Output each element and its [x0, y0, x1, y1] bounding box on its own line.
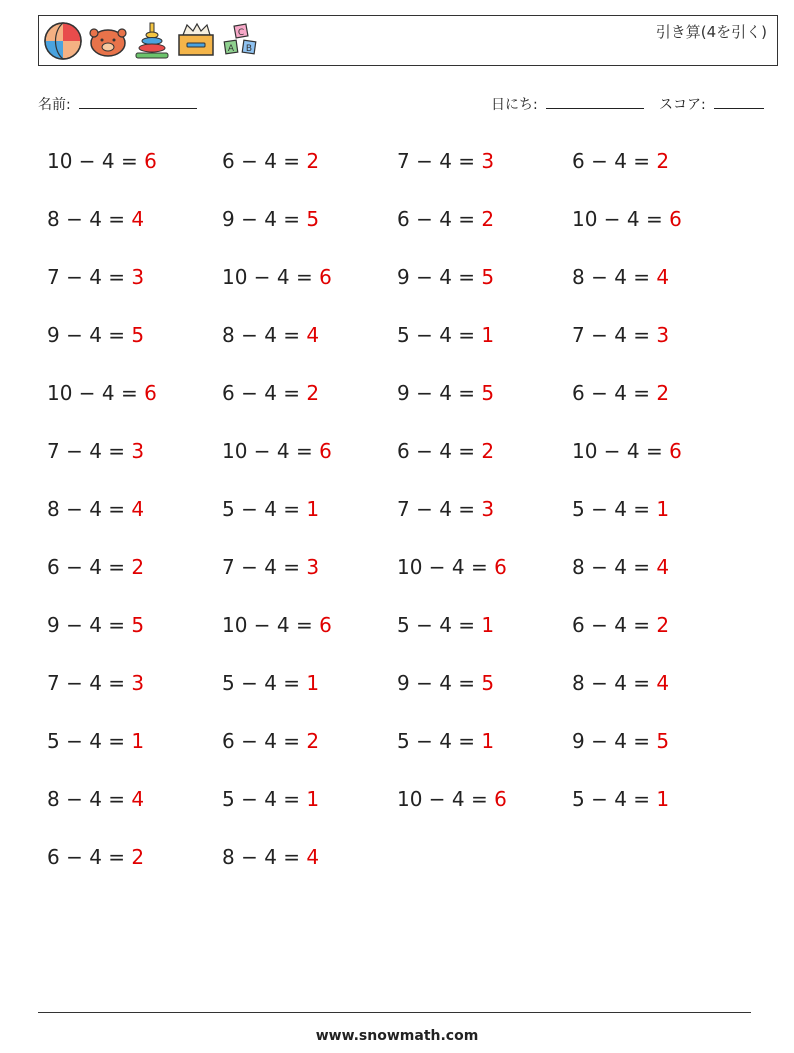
problem-item — [47, 141, 157, 181]
problem-question: 5 − 4 = — [222, 497, 307, 521]
problem-answer: 3 — [656, 323, 670, 347]
footer-url: www.snowmath.com — [315, 1028, 479, 1044]
problem-question: 5 − 4 = — [572, 497, 657, 521]
problem-question: 9 − 4 = — [47, 613, 132, 637]
problem-question: 10 − 4 = — [222, 439, 320, 463]
problem-question: 7 − 4 = — [47, 671, 132, 695]
problem-item — [47, 489, 144, 529]
problem-item — [222, 779, 319, 819]
problem-question: 9 − 4 = — [397, 381, 482, 405]
problem-item — [397, 199, 494, 239]
problem-question: 8 − 4 = — [572, 671, 657, 695]
problem-answer: 5 — [481, 265, 495, 289]
problem-item — [572, 547, 669, 587]
problem-item — [222, 257, 332, 297]
header-icons — [43, 20, 261, 62]
problem-answer: 6 — [319, 265, 332, 289]
problem-item — [397, 721, 494, 761]
problem-item — [572, 721, 669, 761]
problem-question: 7 − 4 = — [47, 265, 132, 289]
problem-item — [47, 431, 144, 471]
problem-item — [47, 605, 144, 645]
problem-item — [572, 779, 669, 819]
problem-item — [222, 721, 319, 761]
problem-question: 8 − 4 = — [222, 323, 307, 347]
problem-question: 10 − 4 = — [572, 207, 670, 231]
problem-answer: 5 — [481, 381, 495, 405]
problem-item — [222, 605, 332, 645]
problem-item — [47, 257, 144, 297]
problem-item — [397, 431, 494, 471]
problem-item — [397, 257, 494, 297]
svg-text:A: A — [227, 44, 235, 54]
abc-blocks-icon — [221, 21, 261, 61]
problem-question: 10 − 4 = — [47, 381, 145, 405]
problem-answer: 3 — [481, 497, 495, 521]
problem-question: 5 − 4 = — [397, 323, 482, 347]
problem-item — [397, 141, 494, 181]
problem-item — [47, 837, 144, 877]
problem-answer: 1 — [306, 787, 320, 811]
problem-item — [222, 489, 319, 529]
problem-answer: 4 — [306, 845, 320, 869]
problem-answer: 2 — [306, 729, 320, 753]
problem-item — [222, 837, 319, 877]
problem-question: 9 − 4 = — [47, 323, 132, 347]
problem-item — [397, 315, 494, 355]
problem-question: 6 − 4 = — [222, 149, 307, 173]
problem-question: 7 − 4 = — [222, 555, 307, 579]
problem-question: 6 − 4 = — [222, 729, 307, 753]
problem-question: 5 − 4 = — [397, 729, 482, 753]
problem-item — [222, 315, 319, 355]
problem-answer: 1 — [656, 497, 670, 521]
problem-item — [572, 605, 669, 645]
stacking-rings-icon — [133, 21, 171, 61]
problem-question: 6 − 4 = — [47, 845, 132, 869]
problem-answer: 1 — [656, 787, 670, 811]
problem-item — [572, 489, 669, 529]
problem-item — [572, 199, 682, 239]
problem-question: 5 − 4 = — [397, 613, 482, 637]
problem-item — [47, 779, 144, 819]
problem-answer: 4 — [131, 207, 145, 231]
problem-question: 9 − 4 = — [397, 265, 482, 289]
problem-question: 10 − 4 = — [47, 149, 145, 173]
problem-question: 6 − 4 = — [222, 381, 307, 405]
problem-question: 8 − 4 = — [222, 845, 307, 869]
problem-answer: 3 — [131, 671, 145, 695]
problem-item — [397, 605, 494, 645]
problem-answer: 6 — [319, 613, 332, 637]
problem-question: 9 − 4 = — [397, 671, 482, 695]
date-field — [491, 94, 644, 114]
problem-question: 5 − 4 = — [47, 729, 132, 753]
problem-question: 6 − 4 = — [572, 381, 657, 405]
problem-answer: 6 — [669, 207, 682, 231]
problem-question: 6 − 4 = — [572, 149, 657, 173]
problem-item — [572, 431, 682, 471]
problem-answer: 2 — [131, 555, 145, 579]
problem-question: 8 − 4 = — [47, 497, 132, 521]
problem-question: 7 − 4 = — [397, 497, 482, 521]
problem-answer: 1 — [481, 613, 495, 637]
svg-text:B: B — [245, 44, 253, 54]
problem-answer: 1 — [131, 729, 145, 753]
problem-question: 10 − 4 = — [397, 555, 495, 579]
problem-item — [47, 199, 144, 239]
problem-answer: 3 — [306, 555, 320, 579]
score-label: スコア: — [659, 97, 706, 113]
problem-answer: 4 — [656, 555, 670, 579]
problem-question: 8 − 4 = — [47, 207, 132, 231]
problem-item — [397, 663, 494, 703]
name-blank[interactable] — [79, 94, 197, 109]
problem-answer: 6 — [494, 787, 507, 811]
problem-answer: 6 — [494, 555, 507, 579]
problem-item — [397, 373, 494, 413]
name-label: 名前: — [38, 97, 71, 113]
problem-item — [222, 373, 319, 413]
problem-item — [572, 257, 669, 297]
footer-divider — [38, 1012, 751, 1013]
problem-item — [397, 547, 507, 587]
problem-answer: 4 — [131, 497, 145, 521]
problem-answer: 1 — [481, 729, 495, 753]
problem-item — [572, 141, 669, 181]
problem-item — [222, 199, 319, 239]
problem-answer: 5 — [131, 323, 145, 347]
problem-question: 7 − 4 = — [572, 323, 657, 347]
problem-answer: 1 — [306, 497, 320, 521]
score-blank[interactable] — [714, 94, 764, 109]
problem-question: 10 − 4 = — [397, 787, 495, 811]
problem-question: 8 − 4 = — [47, 787, 132, 811]
problem-answer: 6 — [669, 439, 682, 463]
problem-answer: 1 — [306, 671, 320, 695]
problem-question: 5 − 4 = — [222, 671, 307, 695]
problem-item — [222, 663, 319, 703]
problem-answer: 2 — [481, 207, 495, 231]
worksheet-title: 引き算(4を引く) — [655, 23, 767, 41]
svg-text:C: C — [237, 28, 245, 38]
worksheet-header — [38, 15, 778, 66]
problem-item — [572, 315, 669, 355]
problem-question: 5 − 4 = — [222, 787, 307, 811]
problem-answer: 6 — [319, 439, 332, 463]
date-blank[interactable] — [546, 94, 644, 109]
problem-answer: 5 — [131, 613, 145, 637]
problem-answer: 3 — [131, 439, 145, 463]
problem-answer: 2 — [131, 845, 145, 869]
problem-item — [47, 721, 144, 761]
problem-answer: 4 — [656, 671, 670, 695]
problem-answer: 1 — [481, 323, 495, 347]
problem-question: 10 − 4 = — [222, 613, 320, 637]
date-label: 日にち: — [491, 97, 538, 113]
problem-answer: 5 — [306, 207, 320, 231]
score-field — [659, 94, 764, 114]
beach-ball-icon — [43, 21, 83, 61]
problem-answer: 3 — [131, 265, 145, 289]
problem-question: 6 − 4 = — [397, 439, 482, 463]
problem-item — [222, 431, 332, 471]
problem-question: 9 − 4 = — [222, 207, 307, 231]
problem-item — [572, 663, 669, 703]
problem-question: 10 − 4 = — [222, 265, 320, 289]
problem-question: 6 − 4 = — [47, 555, 132, 579]
problem-answer: 4 — [656, 265, 670, 289]
problem-answer: 2 — [306, 381, 320, 405]
problem-answer: 2 — [306, 149, 320, 173]
problem-answer: 5 — [481, 671, 495, 695]
problem-question: 7 − 4 = — [397, 149, 482, 173]
problem-item — [397, 779, 507, 819]
problem-question: 7 − 4 = — [47, 439, 132, 463]
problem-answer: 3 — [481, 149, 495, 173]
problem-question: 10 − 4 = — [572, 439, 670, 463]
problem-question: 5 − 4 = — [572, 787, 657, 811]
problem-answer: 6 — [144, 149, 157, 173]
problem-answer: 5 — [656, 729, 670, 753]
problem-answer: 4 — [306, 323, 320, 347]
problem-item — [47, 663, 144, 703]
problem-question: 6 − 4 = — [572, 613, 657, 637]
problem-item — [222, 141, 319, 181]
teddy-bear-icon — [87, 21, 129, 61]
problem-answer: 2 — [656, 613, 670, 637]
problem-answer: 4 — [131, 787, 145, 811]
tissue-box-icon — [175, 21, 217, 61]
problem-item — [222, 547, 319, 587]
name-field — [38, 94, 197, 114]
problem-item — [47, 547, 144, 587]
problem-question: 9 − 4 = — [572, 729, 657, 753]
problem-question: 6 − 4 = — [397, 207, 482, 231]
problem-question: 8 − 4 = — [572, 265, 657, 289]
problem-answer: 6 — [144, 381, 157, 405]
problem-answer: 2 — [656, 149, 670, 173]
problem-item — [572, 373, 669, 413]
problem-item — [397, 489, 494, 529]
problem-item — [47, 315, 144, 355]
problem-item — [47, 373, 157, 413]
problem-answer: 2 — [481, 439, 495, 463]
problem-answer: 2 — [656, 381, 670, 405]
problem-question: 8 − 4 = — [572, 555, 657, 579]
